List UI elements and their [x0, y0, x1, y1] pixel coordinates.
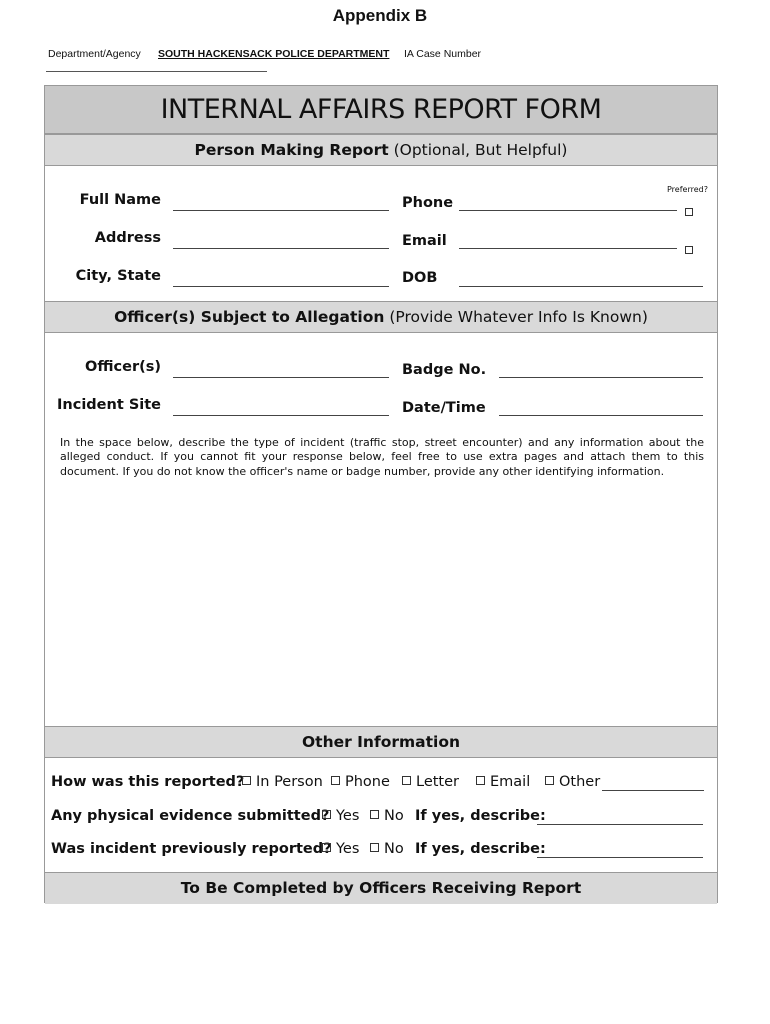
other-field[interactable]: [602, 790, 704, 791]
full-name-field[interactable]: [173, 210, 389, 211]
dob-field[interactable]: [459, 286, 703, 287]
phone-preferred-checkbox[interactable]: [685, 201, 693, 220]
date-time-label: Date/Time: [402, 400, 486, 416]
email-preferred-checkbox[interactable]: [685, 239, 693, 258]
section-other-information: [45, 726, 717, 758]
previous-describe-field[interactable]: [537, 857, 703, 858]
form-title-band: [45, 86, 717, 134]
section-person-making-report: [45, 134, 717, 166]
appendix-heading: Appendix B: [332, 6, 428, 25]
section2-note: (Provide Whatever Info Is Known): [389, 308, 648, 326]
checkbox-letter[interactable]: [402, 776, 411, 785]
department-underline: [46, 71, 267, 72]
city-state-field[interactable]: [173, 286, 389, 287]
section2-title: Officer(s) Subject to Allegation: [114, 308, 385, 326]
checkbox-other[interactable]: [545, 776, 554, 785]
section3-title: Other Information: [301, 733, 461, 751]
address-label: Address: [94, 230, 161, 246]
ia-report-form: [44, 85, 718, 903]
previously-reported-question: Was incident previously reported?: [51, 841, 332, 857]
option-in-person[interactable]: In Person: [242, 774, 323, 790]
officers-label: Officer(s): [85, 359, 161, 375]
previous-describe-label: If yes, describe:: [415, 841, 546, 857]
department-value: SOUTH HACKENSACK POLICE DEPARTMENT: [158, 48, 390, 60]
option-email[interactable]: Email: [476, 774, 530, 790]
option-other[interactable]: Other: [545, 774, 600, 790]
checkbox-previous-no[interactable]: [370, 843, 379, 852]
checkbox-in-person[interactable]: [242, 776, 251, 785]
incident-description-area[interactable]: [55, 486, 707, 722]
incident-instructions: In the space below, describe the type of incident (traffic stop, street encounter) and any information about the alleged conduct. If you cannot fit your response below, feel free to use extra pages and attach them to this document. If you do not know the officer's name or badge number, provide any other identifying information.: [60, 436, 704, 478]
form-title: INTERNAL AFFAIRS REPORT FORM: [160, 94, 602, 125]
previous-yes-option[interactable]: Yes: [322, 841, 359, 857]
dob-label: DOB: [402, 270, 438, 286]
address-field[interactable]: [173, 248, 389, 249]
checkbox-phone[interactable]: [331, 776, 340, 785]
ia-case-number-label: IA Case Number: [404, 48, 482, 60]
how-reported-question: How was this reported?: [51, 774, 245, 790]
checkbox-evidence-yes[interactable]: [322, 810, 331, 819]
checkbox-email[interactable]: [476, 776, 485, 785]
incident-site-label: Incident Site: [57, 397, 161, 413]
option-letter[interactable]: Letter: [402, 774, 459, 790]
phone-field[interactable]: [459, 210, 677, 211]
option-phone[interactable]: Phone: [331, 774, 390, 790]
officers-field[interactable]: [173, 377, 389, 378]
section1-note: (Optional, But Helpful): [393, 141, 568, 159]
preferred-label: Preferred?: [667, 185, 708, 194]
email-field[interactable]: [459, 248, 677, 249]
phone-label: Phone: [402, 195, 454, 211]
section4-title: To Be Completed by Officers Receiving Report: [180, 879, 582, 897]
checkbox-previous-yes[interactable]: [322, 843, 331, 852]
full-name-label: Full Name: [79, 192, 161, 208]
evidence-no-option[interactable]: No: [370, 808, 404, 824]
badge-no-label: Badge No.: [402, 362, 487, 378]
email-label: Email: [402, 233, 447, 249]
checkbox-evidence-no[interactable]: [370, 810, 379, 819]
department-label: Department/Agency: [48, 48, 141, 60]
section1-title: Person Making Report: [194, 141, 389, 159]
badge-no-field[interactable]: [499, 377, 703, 378]
evidence-describe-label: If yes, describe:: [415, 808, 546, 824]
city-state-label: City, State: [75, 268, 161, 284]
section-officers-subject: [45, 301, 717, 333]
incident-site-field[interactable]: [173, 415, 389, 416]
date-time-field[interactable]: [499, 415, 703, 416]
evidence-describe-field[interactable]: [537, 824, 703, 825]
section-officers-receiving: [45, 872, 717, 904]
previous-no-option[interactable]: No: [370, 841, 404, 857]
physical-evidence-question: Any physical evidence submitted?: [51, 808, 330, 824]
evidence-yes-option[interactable]: Yes: [322, 808, 359, 824]
